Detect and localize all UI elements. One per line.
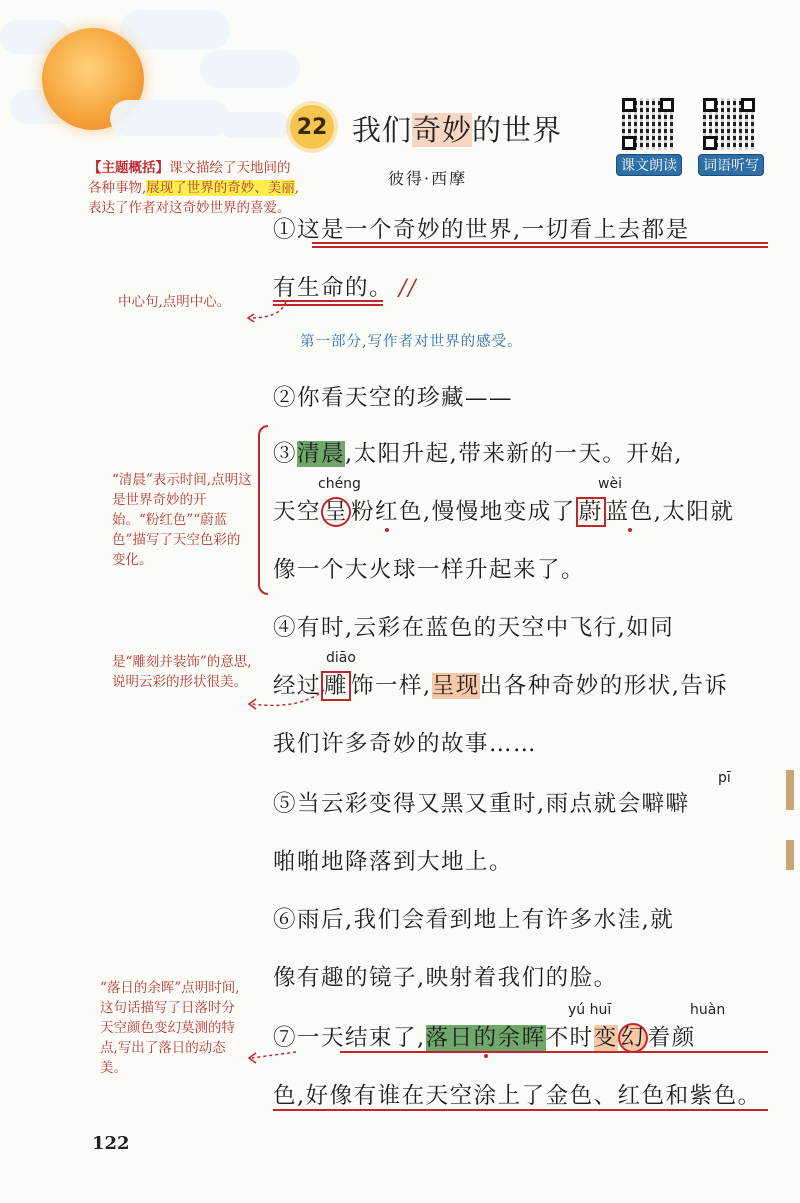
boxed-char: 雕: [321, 671, 351, 701]
highlight-appear: 呈现: [431, 673, 480, 699]
part-one-note: 第一部分,写作者对世界的感受。: [300, 334, 523, 350]
pinyin: pī: [718, 770, 731, 786]
paragraph-text: ,太阳就: [653, 499, 735, 525]
circled-char: 呈: [321, 497, 351, 527]
paragraph-7-line-2: [273, 1078, 762, 1110]
qr-code-reading[interactable]: [622, 98, 674, 150]
pointer-arrow: [240, 1040, 300, 1066]
paragraph-text: ⑥雨后,我们会看到地上有许多水洼,就: [273, 907, 675, 933]
paragraph-text: 饰一样,: [351, 673, 432, 699]
cloud: [200, 50, 300, 88]
paragraph-text: 像一个大火球一样升起来了。: [273, 557, 586, 583]
lesson-number-badge: 22: [290, 105, 334, 149]
qr-corner: [622, 136, 636, 150]
cloud: [220, 112, 290, 138]
sunset-note: “落日的余晖”点明时间,这句话描写了日落时分天空颜色变幻莫测的特点,写出了落日的动态美。: [100, 980, 240, 1076]
paragraph-text: 有生命的。: [273, 275, 394, 301]
paragraph-1-line-1: [273, 212, 690, 244]
highlight-change: 变: [593, 1025, 618, 1051]
paragraph-text: 啪啪地降落到大地上。: [273, 849, 514, 875]
paragraph-text: 着颜: [647, 1025, 696, 1051]
author: 彼得·西摩: [388, 169, 468, 188]
theme-summary: [88, 158, 302, 218]
boxed-char: 蔚: [576, 497, 606, 527]
paragraph-5-line-1: [273, 786, 690, 818]
paragraph-3-line-2: [273, 494, 734, 527]
paragraph-text: 天空: [273, 499, 322, 525]
paragraph-text: ②你看天空的珍藏——: [273, 385, 514, 411]
paragraph-4-line-3: [273, 726, 537, 758]
slash-mark: //: [399, 275, 418, 301]
bracket: [258, 425, 268, 595]
morning-note: “清晨”表示时间,点明这是世界奇妙的开始。“粉红色”“蔚蓝色”描写了天空色彩的变化。: [112, 472, 252, 568]
highlight-sunset: 落日的余晖: [425, 1025, 546, 1051]
qr-corner: [622, 98, 636, 112]
paragraph-text: ,太阳升起,带来新的一天。开始,: [345, 441, 683, 467]
paragraph-3-line-3: [273, 552, 585, 584]
pinyin: chéng: [318, 476, 361, 492]
highlight-morning: 清晨: [297, 441, 346, 467]
paragraph-2: [273, 380, 513, 412]
title-highlight: 奇妙: [412, 113, 473, 147]
qr-corner: [703, 136, 717, 150]
pinyin: huàn: [690, 1002, 726, 1018]
page-edge-tab: [786, 770, 794, 810]
summary-highlight: 展现了世界的奇妙、美丽: [146, 180, 295, 196]
paragraph-text: ,慢慢地变成了: [423, 499, 576, 525]
cloud: [110, 100, 230, 136]
circled-char: 幻: [618, 1023, 648, 1053]
dotted-text: 粉红色: [351, 499, 424, 525]
pinyin: wèi: [598, 476, 622, 492]
paragraph-6-line-1: [273, 902, 674, 934]
paragraph-text: 出各种奇妙的形状,告诉: [479, 673, 729, 699]
paragraph-text: ③: [273, 441, 298, 467]
paragraph-text: ⑤当云彩变得又黑又重时,雨点就会噼噼: [273, 791, 690, 817]
paragraph-4-line-1: [273, 610, 674, 642]
paragraph-6-line-2: [273, 960, 618, 992]
carve-note: 是“雕刻并装饰”的意思,说明云彩的形状很美。: [112, 654, 252, 690]
paragraph-text: 我们许多奇妙的故事……: [273, 731, 538, 757]
pinyin: diāo: [326, 650, 356, 666]
pinyin: yú huī: [568, 1002, 612, 1018]
paragraph-text: 像有趣的镜子,映射着我们的脸。: [273, 965, 618, 991]
paragraph-7-line-1: [273, 1020, 696, 1053]
dictation-button[interactable]: 词语听写: [698, 154, 764, 176]
title-part: 的世界: [472, 113, 563, 147]
center-sentence-note: 中心句,点明中心。: [118, 294, 231, 310]
page-number: 122: [92, 1133, 130, 1154]
paragraph-4-line-2: [273, 668, 728, 701]
pointer-arrow: [240, 686, 330, 716]
double-underline: [312, 242, 768, 248]
paragraph-3-line-1: [273, 436, 683, 468]
dotted-text: 蓝色: [605, 499, 654, 525]
paragraph-1-line-2: [273, 270, 417, 302]
summary-tag: 【主题概括】: [88, 160, 169, 176]
cloud: [120, 10, 230, 50]
page-edge-tab: [786, 840, 794, 870]
paragraph-text: 经过: [273, 673, 322, 699]
qr-code-dictation[interactable]: [703, 98, 755, 150]
qr-corner: [741, 98, 755, 112]
qr-corner: [660, 98, 674, 112]
title-part: 我们: [352, 113, 413, 147]
reading-button[interactable]: 课文朗读: [616, 154, 682, 176]
underline: [340, 1051, 768, 1053]
paragraph-text: 不时: [545, 1025, 594, 1051]
qr-corner: [703, 98, 717, 112]
page-title: [352, 108, 562, 149]
summary-text: 课文描绘了天地间的各种事物,: [88, 160, 291, 196]
paragraph-text: ①这是一个奇妙的世界,一切看上去都是: [273, 217, 690, 243]
paragraph-text: ④有时,云彩在蓝色的天空中飞行,如同: [273, 615, 675, 641]
pointer-arrow: [240, 296, 290, 326]
underline: [273, 1109, 768, 1111]
paragraph-text: ⑦一天结束了,: [273, 1025, 426, 1051]
paragraph-text: 色,好像有谁在天空涂上了金色、红色和紫色。: [273, 1083, 762, 1109]
paragraph-5-line-2: [273, 844, 513, 876]
summary-text: ,表达了作者对这奇妙世界的喜爱。: [88, 180, 300, 216]
